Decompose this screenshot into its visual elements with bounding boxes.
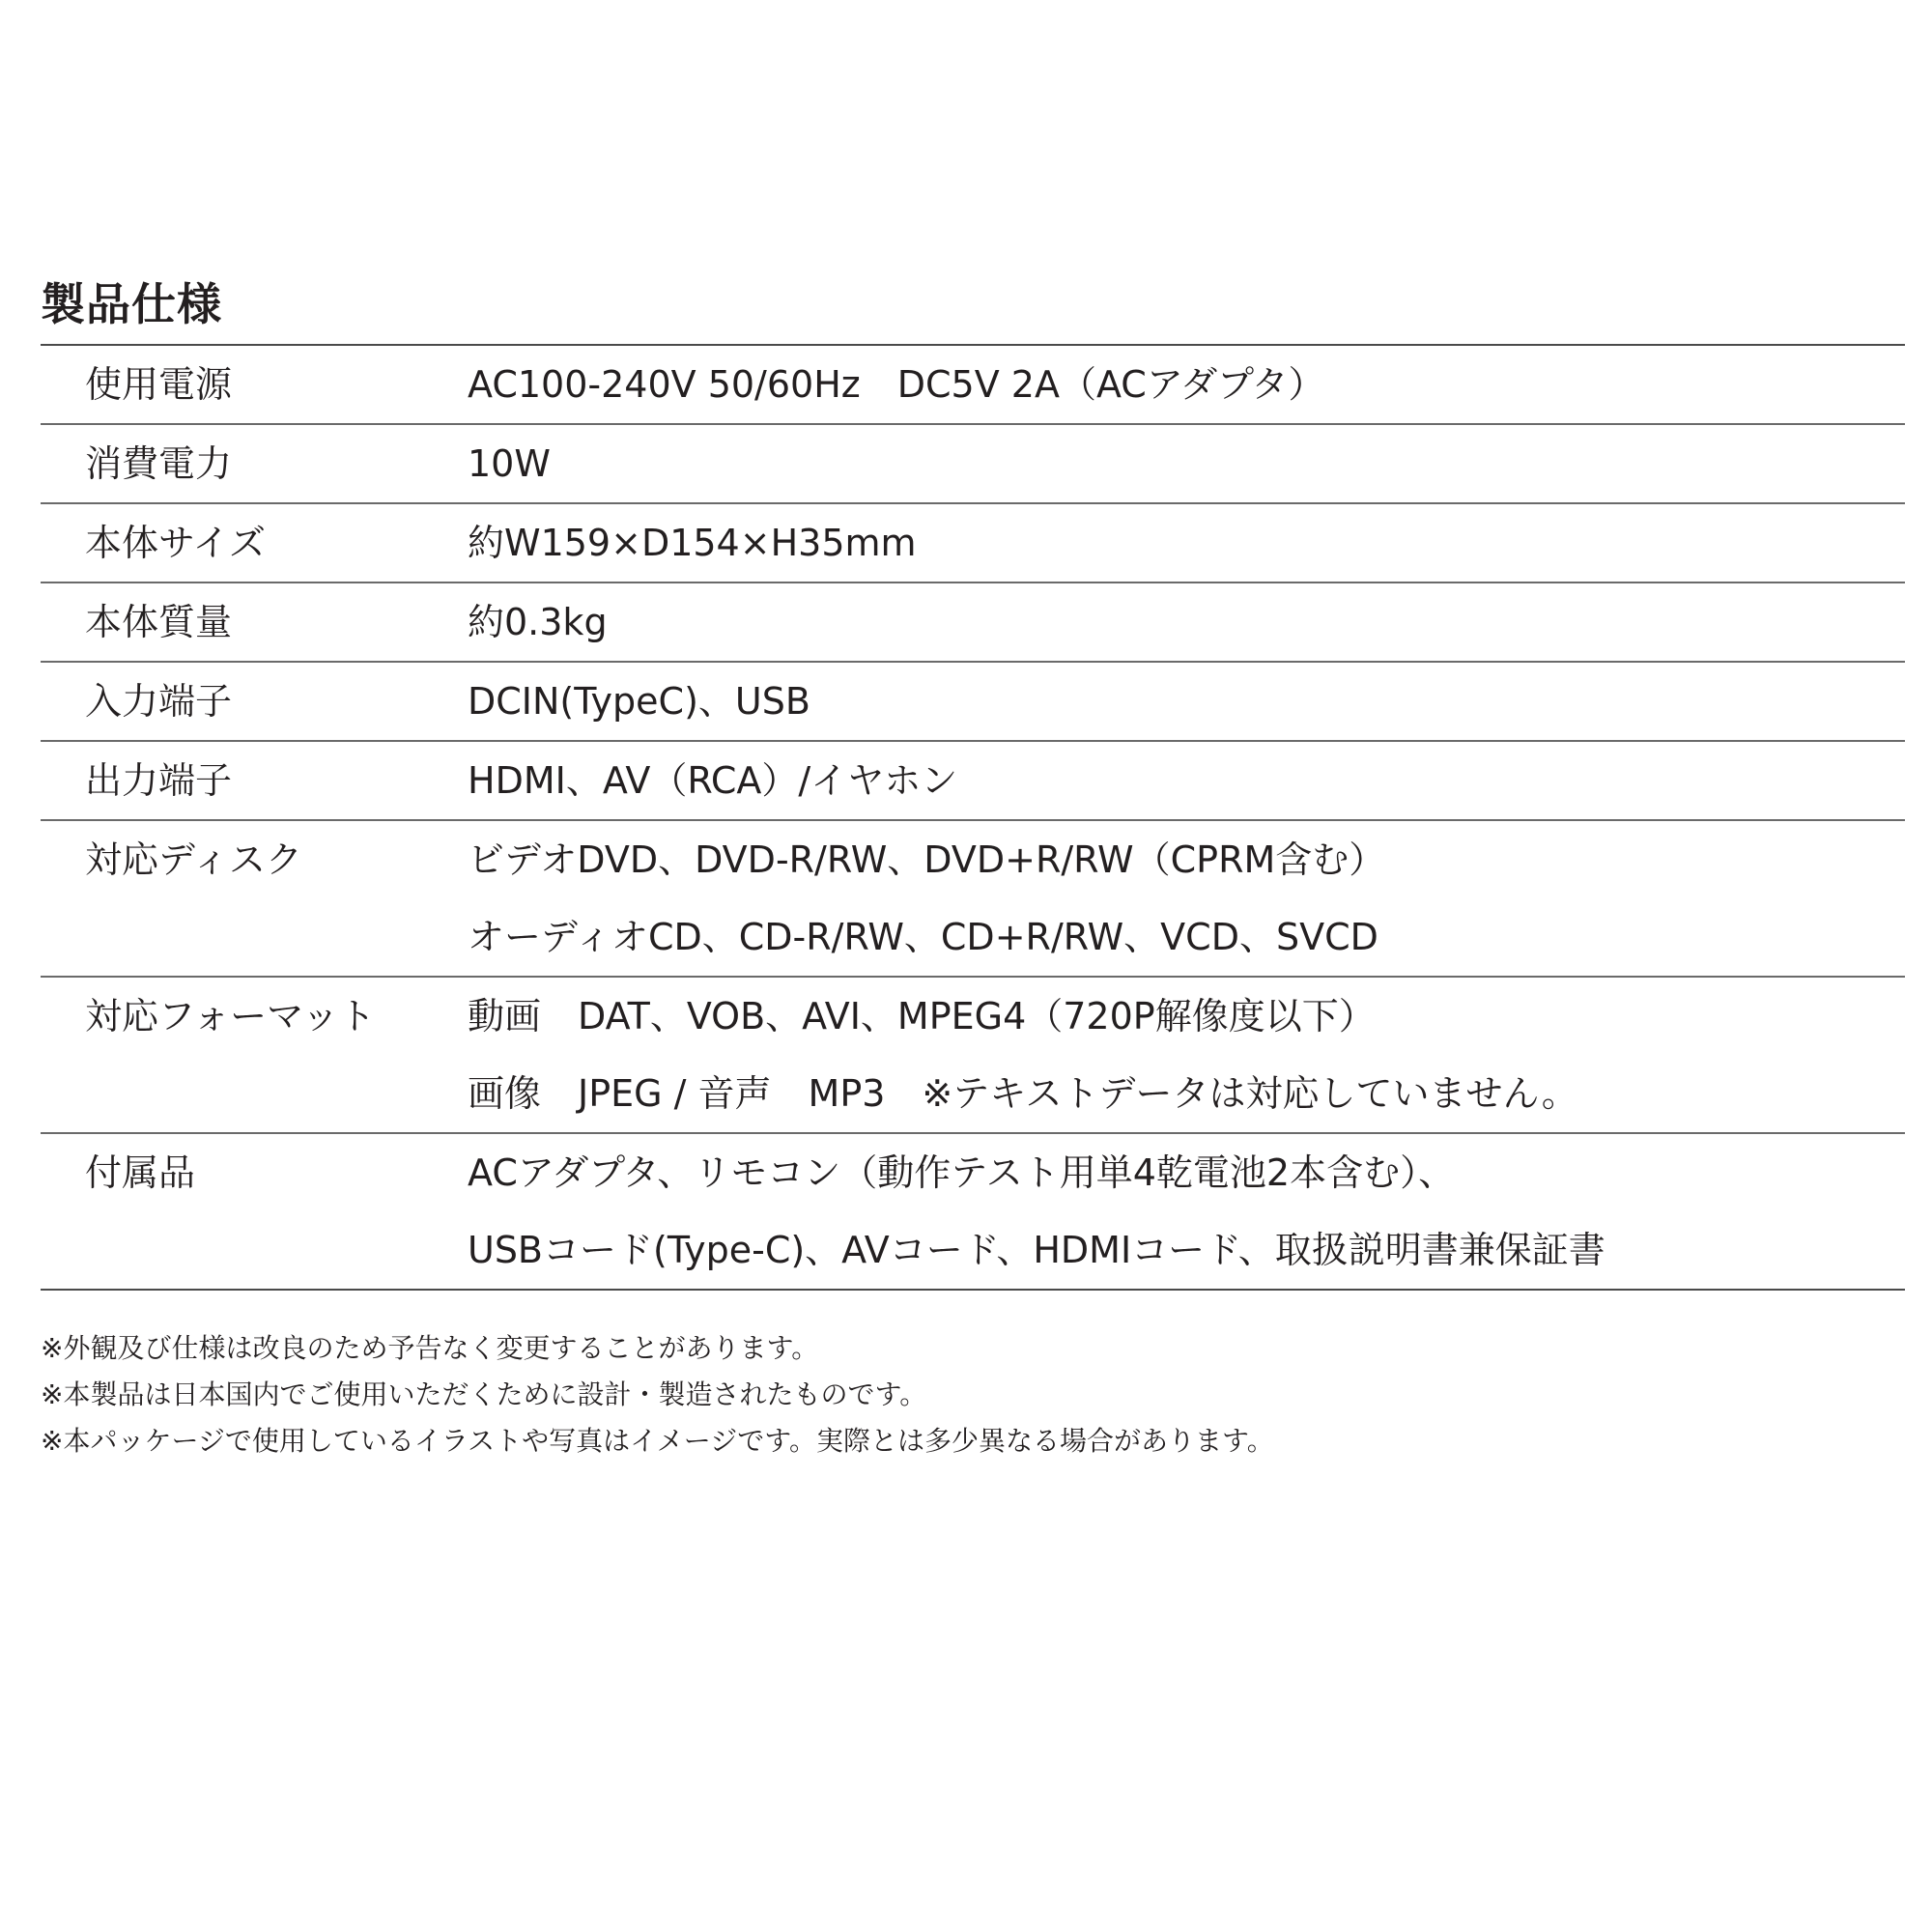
spec-value: オーディオCD、CD-R/RW、CD+R/RW、VCD、SVCD — [468, 916, 1378, 958]
spec-label: 本体サイズ — [85, 522, 266, 564]
spec-values — [468, 978, 1905, 1132]
spec-value: 画像 JPEG / 音声 MP3 ※テキストデータは対応していません。 — [468, 1072, 1578, 1115]
spec-row-power-supply — [41, 346, 1905, 423]
spec-values — [468, 504, 1905, 582]
spec-value: 約W159×D154×H35mm — [468, 522, 917, 564]
spec-values — [468, 425, 1905, 502]
spec-label: 対応ディスク — [85, 838, 302, 881]
spec-values — [468, 821, 1905, 976]
spec-value: ACアダプタ、リモコン（動作テスト用単4乾電池2本含む）、 — [468, 1151, 1456, 1194]
footnote: ※外観及び仕様は改良のため予告なく変更することがあります。 — [41, 1332, 819, 1364]
spec-value: AC100-240V 50/60Hz DC5V 2A（ACアダプタ） — [468, 363, 1325, 406]
spec-label: 消費電力 — [85, 442, 233, 485]
spec-row-body-size — [41, 502, 1905, 582]
spec-values — [468, 346, 1905, 423]
spec-value: ビデオDVD、DVD-R/RW、DVD+R/RW（CPRM含む） — [468, 838, 1386, 881]
spec-values — [468, 583, 1905, 661]
spec-row-supported-discs — [41, 819, 1905, 976]
spec-label: 本体質量 — [85, 601, 233, 643]
spec-label: 入力端子 — [85, 680, 233, 723]
spec-row-input-terminals — [41, 661, 1905, 740]
spec-value: 約0.3kg — [468, 601, 608, 643]
spec-value: USBコード(Type-C)、AVコード、HDMIコード、取扱説明書兼保証書 — [468, 1229, 1605, 1271]
footnote: ※本パッケージで使用しているイラストや写真はイメージです。実際とは多少異なる場合があります。 — [41, 1425, 1274, 1457]
spec-value: 10W — [468, 442, 551, 485]
spec-row-power-consumption — [41, 423, 1905, 502]
spec-sheet — [41, 276, 1905, 1464]
spec-value: 動画 DAT、VOB、AVI、MPEG4（720P解像度以下） — [468, 995, 1376, 1037]
footnotes — [41, 1325, 1905, 1464]
footnote: ※本製品は日本国内でご使用いただくために設計・製造されたものです。 — [41, 1378, 927, 1410]
spec-values — [468, 1134, 1905, 1289]
spec-values — [468, 742, 1905, 819]
spec-label: 出力端子 — [85, 759, 233, 802]
spec-row-body-weight — [41, 582, 1905, 661]
page-title: 製品仕様 — [41, 278, 222, 330]
spec-values — [468, 663, 1905, 740]
spec-label: 使用電源 — [85, 363, 233, 406]
spec-value: HDMI、AV（RCA）/イヤホン — [468, 759, 958, 802]
spec-row-supported-formats — [41, 976, 1905, 1132]
spec-row-accessories — [41, 1132, 1905, 1289]
spec-label: 付属品 — [85, 1151, 196, 1194]
spec-table — [41, 344, 1905, 1291]
spec-row-output-terminals — [41, 740, 1905, 819]
spec-label: 対応フォーマット — [85, 995, 376, 1037]
spec-value: DCIN(TypeC)、USB — [468, 680, 810, 723]
